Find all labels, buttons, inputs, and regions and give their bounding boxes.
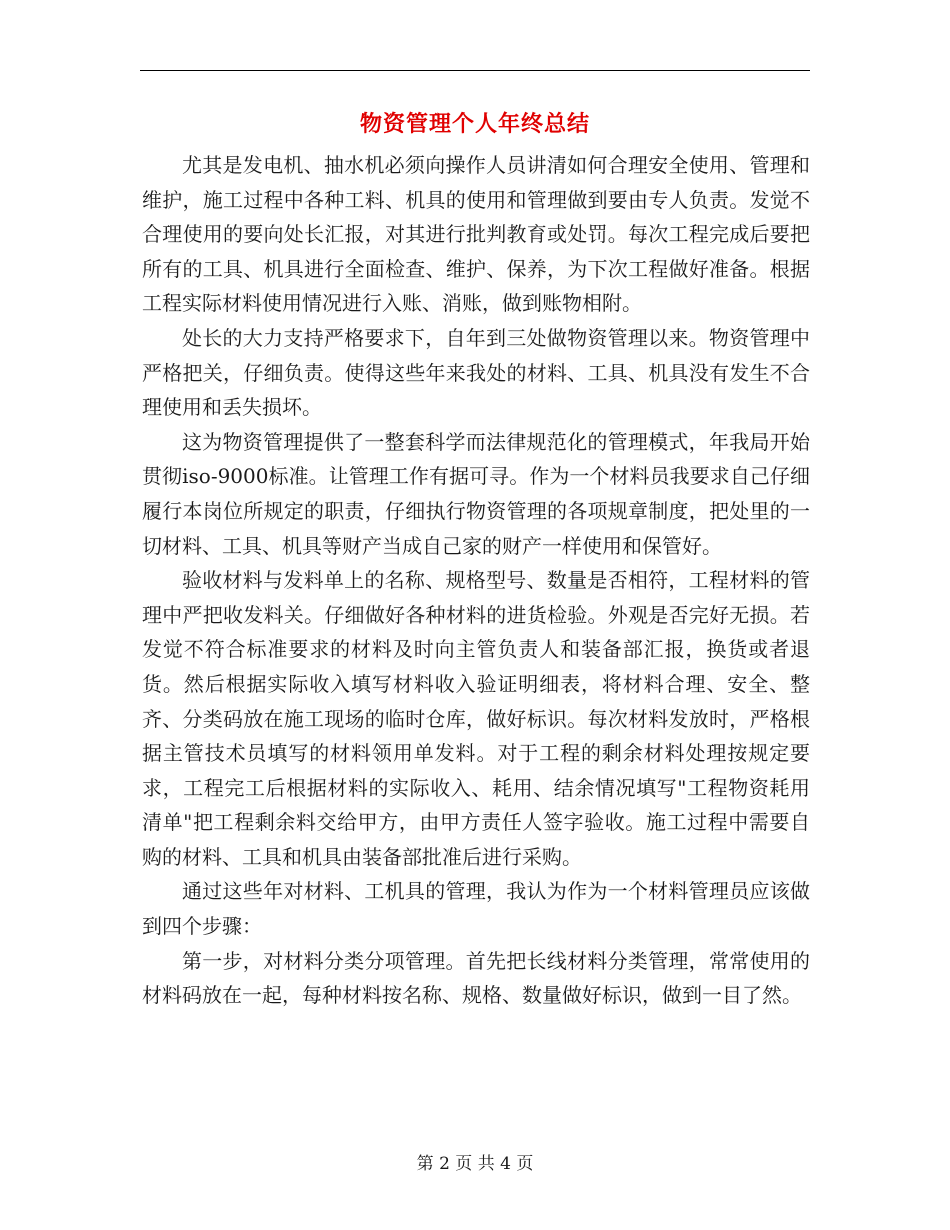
header-rule [140, 70, 810, 71]
document-title: 物资管理个人年终总结 [359, 111, 590, 137]
paragraph-4: 验收材料与发料单上的名称、规格型号、数量是否相符，工程材料的管理中严把收发料关。仔细做好各种材料的进货检验。外观是否完好无损。若发觉不符合标准要求的材料及时向主管负责人和装备部汇报，换货或者退货。然后根据实际收入填写材料收入验证明细表，将材料合理、安全、整齐、分类码放在施工现场的临时仓库，做好标识。每次材料发放时，严格根据主管技术员填写的材料领用单发料。对于工程的剩余材料处理按规定要求，工程完工后根据材料的实际收入、耗用、结余情况填写"工程物资耗用清单"把工程剩余料交给甲方，由甲方责任人签字验收。施工过程中需要自购的材料、工具和机具由装备部批准后进行采购。 [142, 568, 810, 869]
paragraph-3: 这为物资管理提供了一整套科学而法律规范化的管理模式，年我局开始贯彻iso-9000标准。让管理工作有据可寻。作为一个材料员我要求自己仔细履行本岗位所规定的职责，仔细执行物资管理的各项规章制度，把处里的一切材料、工具、机具等财产当成自己家的财产一样使用和保管好。 [142, 429, 810, 558]
paragraph-1: 尤其是发电机、抽水机必须向操作人员讲清如何合理安全使用、管理和维护，施工过程中各种工料、机具的使用和管理做到要由专人负责。发觉不合理使用的要向处长汇报，对其进行批判教育或处罚。每次工程完成后要把所有的工具、机具进行全面检查、维护、保养，为下次工程做好准备。根据工程实际材料使用情况进行入账、消账，做到账物相附。 [142, 153, 810, 316]
paragraph-6: 第一步，对材料分类分项管理。首先把长线材料分类管理，常常使用的材料码放在一起，每种材料按名称、规格、数量做好标识，做到一目了然。 [142, 948, 810, 1008]
document-body [142, 148, 810, 1013]
paragraph-2: 处长的大力支持严格要求下，自年到三处做物资管理以来。物资管理中严格把关，仔细负责。使得这些年来我处的材料、工具、机具没有发生不合理使用和丢失损坏。 [142, 325, 810, 420]
page-number-footer: 第 2 页 共 4 页 [416, 1154, 534, 1174]
paragraph-5: 通过这些年对材料、工机具的管理，我认为作为一个材料管理员应该做到四个步骤： [142, 879, 810, 939]
